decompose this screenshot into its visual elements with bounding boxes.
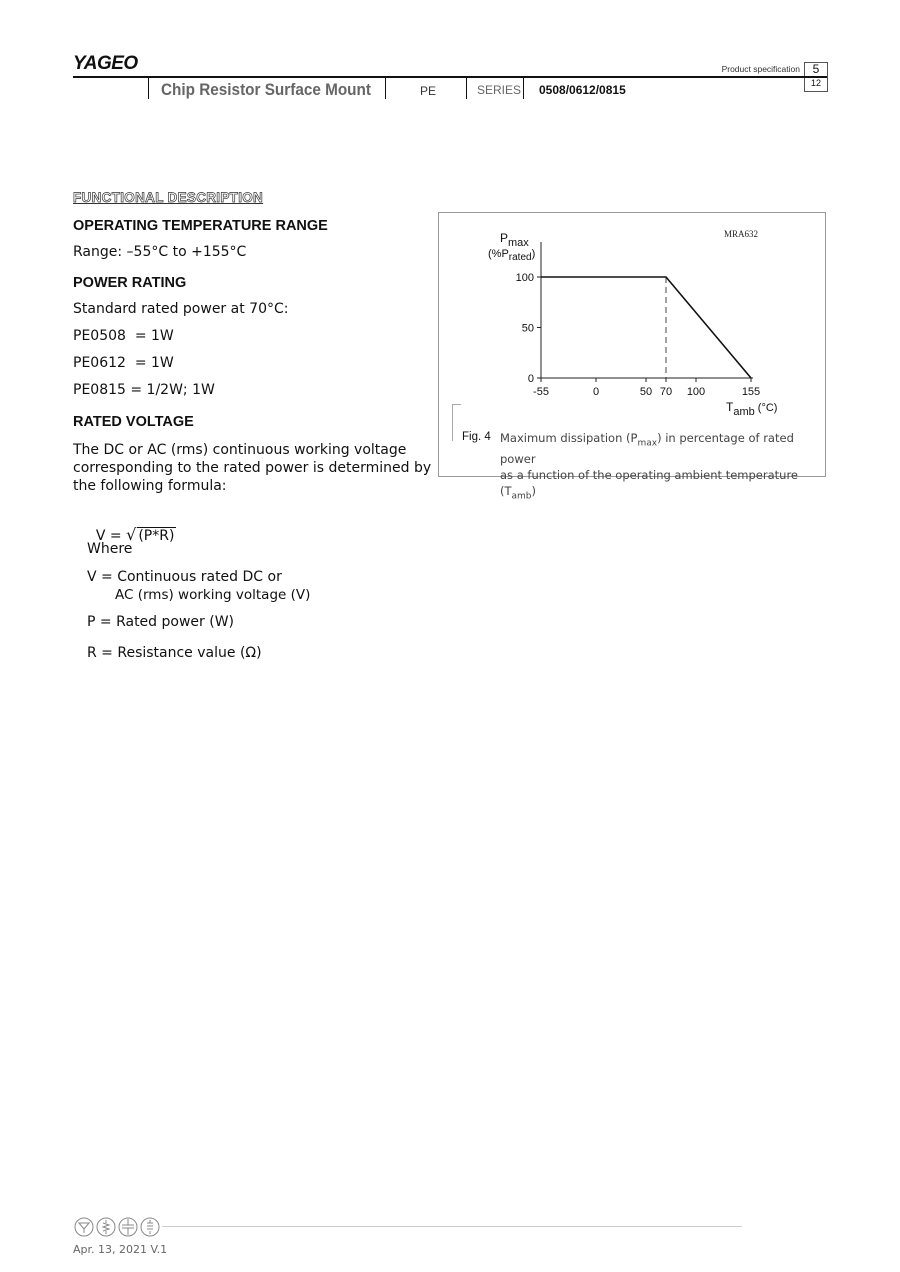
caption-text: as a function of the operating ambient temperature (T bbox=[500, 468, 798, 499]
footer-date: Apr. 13, 2021 V.1 bbox=[73, 1243, 168, 1256]
derating-curve bbox=[541, 277, 751, 378]
caption-sub: amb bbox=[511, 491, 532, 502]
series-code: PE bbox=[420, 84, 437, 98]
caption-text: ) bbox=[531, 484, 537, 499]
header-divider bbox=[466, 77, 467, 99]
x-tick-label: 155 bbox=[741, 386, 761, 398]
x-tick-label: 0 bbox=[592, 386, 600, 398]
voltage-text: The DC or AC (rms) continuous working voltage corresponding to the rated power is determined by the following formula: bbox=[73, 442, 432, 494]
power-item: PE0612 = 1W bbox=[73, 355, 174, 371]
x-tick-label: 50 bbox=[639, 386, 653, 398]
x-tick-label: -55 bbox=[533, 386, 549, 398]
series-label: SERIES bbox=[477, 83, 522, 97]
header-divider bbox=[523, 77, 524, 99]
section-title: FUNCTIONAL DESCRIPTION bbox=[73, 190, 264, 205]
voltage-heading: RATED VOLTAGE bbox=[73, 414, 194, 430]
chart-code: MRA632 bbox=[724, 229, 759, 239]
y-tick-label: 100 bbox=[515, 272, 534, 284]
product-specification-label: Product specification bbox=[721, 64, 800, 74]
formula-expression: (P*R) bbox=[138, 528, 175, 544]
caption-text: Maximum dissipation (P bbox=[500, 431, 638, 445]
document-title: Chip Resistor Surface Mount bbox=[161, 80, 371, 99]
power-item: PE0508 = 1W bbox=[73, 328, 174, 344]
y-tick-label: 50 bbox=[521, 322, 534, 335]
x-axis-label: Tamb (°C) bbox=[726, 400, 778, 418]
caption-line-2 bbox=[500, 467, 820, 504]
power-heading: POWER RATING bbox=[73, 275, 187, 291]
figure-caption bbox=[500, 430, 820, 505]
series-sizes: 0508/0612/0815 bbox=[539, 83, 626, 97]
yageo-logo: YAGEO bbox=[73, 53, 138, 74]
formula-lhs: V = bbox=[95, 528, 127, 544]
formula bbox=[87, 509, 176, 544]
header-rule bbox=[73, 76, 827, 78]
page-number: 5 bbox=[805, 63, 827, 77]
caption-line-1 bbox=[500, 430, 820, 467]
y-axis-unit: (%Prated) bbox=[488, 248, 536, 263]
header-divider bbox=[148, 77, 149, 99]
sqrt-symbol: √ bbox=[126, 525, 137, 544]
x-tick-label: 100 bbox=[686, 386, 706, 398]
caption-text: ) in percentage of rated power bbox=[500, 431, 794, 467]
footer-compliance-icons bbox=[73, 1216, 168, 1238]
definition-v: V = Continuous rated DC or bbox=[87, 569, 282, 585]
filter-icon bbox=[75, 1218, 93, 1236]
header-divider bbox=[385, 77, 386, 99]
caption-sub: max bbox=[637, 438, 658, 449]
page-total: 12 bbox=[810, 78, 821, 88]
x-tick-label: 70 bbox=[659, 386, 673, 398]
power-intro: Standard rated power at 70°C: bbox=[73, 301, 289, 317]
power-item: PE0815 = 1/2W; 1W bbox=[73, 382, 215, 398]
footer-rule bbox=[162, 1226, 742, 1227]
where-label: Where bbox=[87, 541, 133, 557]
definition-v-cont: AC (rms) working voltage (V) bbox=[115, 587, 311, 603]
figure-label: Fig. 4 bbox=[462, 431, 491, 443]
y-tick-label: 0 bbox=[527, 373, 534, 385]
figure-bracket bbox=[452, 404, 461, 441]
op-temp-heading: OPERATING TEMPERATURE RANGE bbox=[73, 218, 328, 234]
op-temp-text: Range: –55°C to +155°C bbox=[73, 244, 247, 260]
y-axis-label: Pmax bbox=[500, 231, 529, 249]
definition-r: R = Resistance value (Ω) bbox=[87, 645, 262, 661]
definition-p: P = Rated power (W) bbox=[87, 614, 234, 630]
